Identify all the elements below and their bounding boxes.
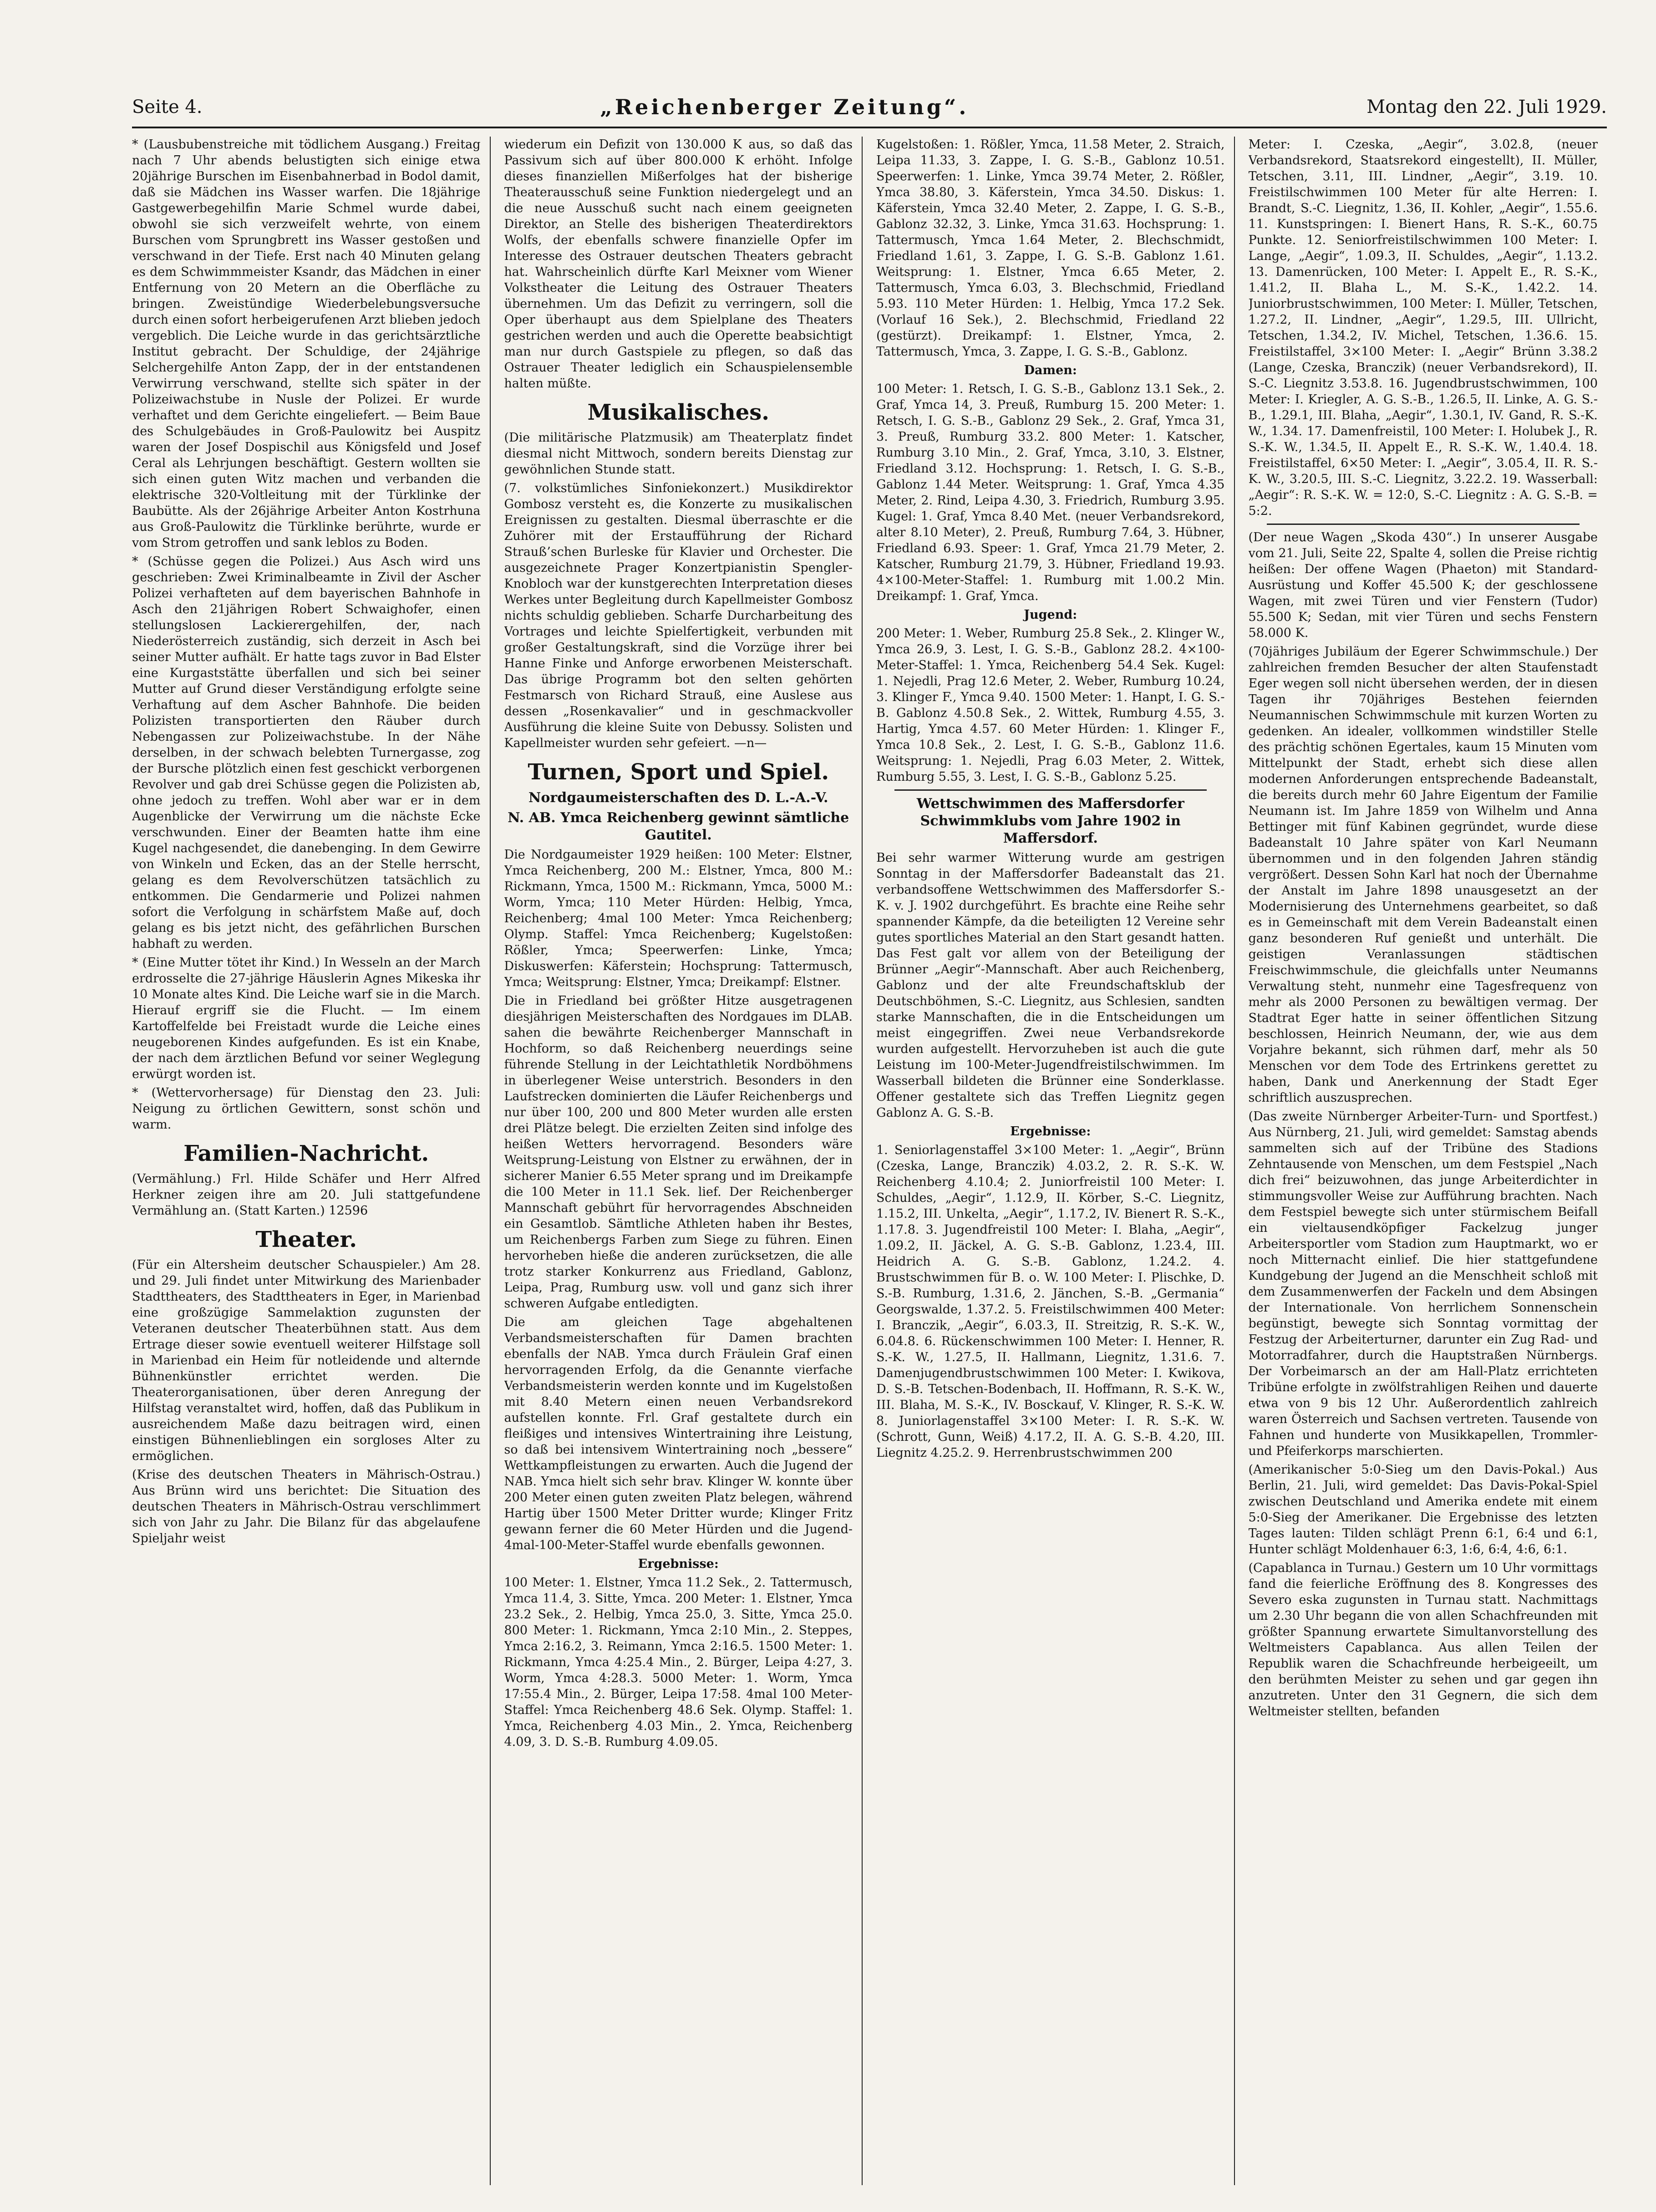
results-athletics: 100 Meter: 1. Elstner, Ymca 11.2 Sek., 2. Tattermusch, Ymca 11.4, 3. Sitte, Ymca. 200 Meter: 1. Elstner, Ymca 23.2 Sek., 2. Helbig, Ymca 25.0, 3. Sitte, Ymca 25.0. 800 Meter: 1. Rickmann, Ymca 2:10 Min., 2. Steppes, Ymca 2:16.2, 3. Reimann, Ymca 2:16.5. 1500 Meter: 1. Rickmann, Ymca 4:25.4 Min., 2. Bürger, Leipa 4:27, 3. Worm, Ymca 4:28.3. 5000 Meter: 1. Worm, Ymca 17:55.4 Min., 2. Bürger, Leipa 17:58. 4mal 100 Meter-Staffel: Ymca Reichenberg 48.6 Sek. Olymp. Staffel: 1. Ymca, Reichenberg 4.03 Min., 2. Ymca, Reichenberg 4.09, 3. D. S.-B. Rumburg 4.09.05. xyxy=(504,1576,853,1749)
column-4 xyxy=(1249,137,1607,2185)
results-schwimmen-cont: Meter: I. Czeska, „Aegir“, 3.02.8, (neuer Verbandsrekord, Staatsrekord eingestellt), II. Müller, Tetschen, 3.11, III. Lindner, „Aegir“, 3.19. 10. Freistilschwimmen 100 Meter für alte Herren: I. Brandt, S.-C. Liegnitz, 1.36, II. Kohler, „Aegir“, 1.55.6. 11. Kunstspringen: I. Bienert Hans, R. S.-K., 60.75 Punkte. 12. Seniorfreistilschwimmen 100 Meter: I. Lange, „Aegir“, 1.09.3, II. Schuldes, „Aegir“, 1.13.2. 13. Damenrücken, 100 Meter: I. Appelt E., R. S.-K., 1.41.2, II. Blaha L., M. S.-K., 1.42.2. 14. Juniorbrustschwimmen, 100 Meter: I. Müller, Tetschen, 1.27.2, II. Lindner, „Aegir“, 1.29.5, III. Ullricht, Tetschen, 1.34.2, IV. Michel, Tetschen, 1.36.6. 15. Freistilstaffel, 3×100 Meter: I. „Aegir“ Brünn 3.38.2 (Lange, Czeska, Branczik) (neuer Verbandsrekord), II. S.-C. Liegnitz 3.53.8. 16. Jugendbrustschwimmen, 100 Meter: I. Kriegler, A. G. S.-B., 1.26.5, II. Linke, A. G. S.-B., 1.29.1, III. Blaha, „Aegir“, 1.30.1, IV. Gand, R. S.-K. W., 1.34. 17. Damenfreistil, 100 Meter: I. Holubek J., R. S.-K. W., 1.34.5, II. Appelt E., R. S.-K. W., 1.40.4. 18. Freistilstaffel, 6×50 Meter: I. „Aegir“, 3.05.4, II. R. S.-K. W., 3.20.5, III. S.-C. Liegnitz, 3.22.2. 19. Wasserball: „Aegir“: R. S.-K. W. = 12:0, S.-C. Liegnitz : A. G. S.-B. = 5:2. xyxy=(1248,137,1598,518)
article-schuesse-polizei: * (Schüsse gegen die Polizei.) Aus Asch wird uns geschrieben: Zwei Kriminalbeamte in Zivil der Ascher Polizei verhafteten auf dem bayerischen Bahnhofe in Asch den 21jährigen Robert Schwaighofer, einen stellungslosen Lackierergehilfen, der, nach Niederösterreich zuständig, sich derzeit in Asch bei seiner Mutter aufhält. Er hatte tags zuvor in Bad Elster eine Kurgaststätte überfallen und sich bei seiner Mutter auf Grund dieser Verständigung erfolgte seine Verhaftung auf dem Ascher Bahnhofe. Die beiden Polizisten transportierten den Räuber durch Nebengassen zur Polizeiwachstube. In der Nähe derselben, in der schwach belebten Turnergasse, zog der Bursche plötzlich einen fest geschickt verborgenen Revolver und gab drei Schüsse gegen die Polizisten ab, ohne jedoch zu treffen. Wohl aber war er in dem Augenblicke der Verwirrung um die nächste Ecke verschwunden. Einer der Beamten hatte ihm eine Kugel nachgesendet, die danebenging. In dem Gewirre von Winkeln und Ecken, das an der Stelle herrscht, gelang es dem Revolverschützen tatsächlich zu entkommen. Die Gendarmerie und Polizei nahmen sofort die Verfolgung in schärfstem Maße auf, doch gelang es bis jetzt nicht, des gefährlichen Burschen habhaft zu werden. xyxy=(132,554,481,951)
section-heading-familien-nachricht: Familien-Nachricht. xyxy=(183,1141,429,1166)
subheading-nordgau: Nordgaumeisterschaften des D. L.-A.-V. xyxy=(528,790,828,806)
article-wettervorhersage: * (Wettervorhersage) für Dienstag den 23. Juli: Neigung zu örtlichen Gewittern, sonst schön und warm. xyxy=(132,1086,481,1132)
article-mutter-toetet-kind: * (Eine Mutter tötet ihr Kind.) In Wesseln an der March erdrosselte die 27-jährige Häuslerin Agnes Mikeska ihr 10 Monate altes Kind. Die Leiche warf sie in die March. Hierauf ergriff sie die Flucht. — Im einem Kartoffelfelde bei Freistadt wurde die Leiche eines neugeborenen Kindes aufgefunden. Es ist ein Knabe, der nach dem ärztlichen Befund vor seiner Weglegung erwürgt worden ist. xyxy=(132,956,481,1081)
divider xyxy=(894,789,1207,791)
subheading-ergebnisse: Ergebnisse: xyxy=(638,1557,719,1571)
subheading-ymca: N. AB. Ymca Reichenberg gewinnt sämtliche Gautitel. xyxy=(508,810,849,843)
article-nuernberg-sportfest: (Das zweite Nürnberger Arbeiter-Turn- und Sportfest.) Aus Nürnberg, 21. Juli, wird gemeldet: Samstag abends sammelten sich auf der Tribüne des Stadions Zehntausende von Menschen, um dem Festspiel „Nach dich frei“ beizuwohnen, das junge Arbeiterdichter in stimmungsvoller Weise zur Aufführung brachten. Nach dem Festspiel bewegte sich unter stürmischem Beifall ein vieltausendköpfiger Fackelzug junger Arbeitersportler vom Stadion zum Hauptmarkt, wo er noch Mitternacht einlief. Die hier stattgefundene Kundgebung der Jugend an die Menschheit schloß mit dem Zusammenwerfen der Fackeln und dem Absingen der Internationale. Von herrlichem Sonnenschein begünstigt, bewegte sich Sonntag vormittag der Festzug der Arbeiterturner, darunter ein Zug Rad- und Motorradfahrer, durch die Hauptstraßen Nürnbergs. Der Vorbeimarsch an der am Hall-Platz errichteten Tribüne erfolgte in zwölfstrahligen Reihen und dauerte etwa von 9 bis 12 Uhr. Außerordentlich zahlreich waren Österreich und Sachsen vertreten. Tausende von Fahnen und hunderte von Musikkapellen, Trommler- und Pfeiferkorps marschierten. xyxy=(1248,1109,1598,1458)
subheading-ergebnisse-schwimmen: Ergebnisse: xyxy=(1010,1124,1091,1139)
results-schwimmen: 1. Seniorlagenstaffel 3×100 Meter: 1. „Aegir“, Brünn (Czeska, Lange, Branczik) 4.03.2, 2. R. S.-K. W. Reichenberg 4.10.4; 2. Juniorfreistil 100 Meter: I. Schuldes, „Aegir“, 1.12.9, II. Körber, S.-C. Liegnitz, 1.15.2, III. Unkelta, „Aegir“, 1.17.2, IV. Bienert R. S.-K., 1.17.8. 3. Jugendfreistil 100 Meter: I. Blaha, „Aegir“, 1.09.2, II. Jäckel, A. G. S.-B. Gablonz, 1.23.4, III. Heidrich A. G. S.-B. Gablonz, 1.24.2. 4. Brustschwimmen für B. o. W. 100 Meter: I. Plischke, D. S.-B. Rumburg, 1.31.6, 2. Jänchen, S.-B. „Germania“ Georgswalde, 1.37.2. 5. Freistilschwimmen 400 Meter: I. Branczik, „Aegir“, 6.03.3, II. Streitzig, R. S.-K. W., 6.04.8. 6. Rückenschwimmen 100 Meter: I. Henner, R. S.-K. W., 1.27.5, II. Hallmann, Liegnitz, 1.31.6. 7. Damenjugendbrustschwimmen 100 Meter: I. Kwikova, D. S.-B. Tetschen-Bodenbach, II. Hoffmann, R. S.-K. W., III. Blaha, M. S.-K., IV. Bosckauf, V. Klinger, R. S.-K. W. 8. Juniorlagenstaffel 3×100 Meter: I. R. S.-K. W. (Schrott, Gunn, Weiß) 4.17.2, II. A. G. S.-B. 4.20, III. Liegnitz 4.25.2. 9. Herrenbrustschwimmen 200 xyxy=(876,1143,1225,1460)
subheading-jugend: Jugend: xyxy=(1024,608,1077,622)
article-sinfoniekonzert: (7. volkstümliches Sinfoniekonzert.) Musikdirektor Gombosz versteht es, die Konzerte zu musikalischen Ereignissen zu gestalten. Diesmal überraschte er die Zuhörer mit der Erstaufführung der Richard Strauß’schen Burleske für Klavier und Orchester. Die ausgezeichnete Prager Konzertpianistin Spengler-Knobloch war der kunstgerechten Interpretation dieses Werkes unter Begleitung durch Kapellmeister Gombosz nichts schuldig geblieben. Scharfe Durcharbeitung des Vortrages und leichte Spielfertigkeit, verbunden mit großer Gestaltungskraft, sind die Vorzüge ihrer bei Hanne Finke und Anforge erworbenen Meisterschaft. Das übrige Programm bot den selten gehörten Festmarsch von Richard Strauß, eine Auslese aus dessen „Rosenkavalier“ und in geschmackvoller Ausführung die kleine Suite von Debussy. Solisten und Kapellmeister wurden sehr gefeiert. —n— xyxy=(504,481,853,750)
notice-vermaehlung: (Vermählung.) Frl. Hilde Schäfer und Herr Alfred Herkner zeigen ihre am 20. Juli stattgefundene Vermählung an. (Statt Karten.) 12596 xyxy=(132,1172,481,1218)
section-heading-sport: Turnen, Sport und Spiel. xyxy=(528,759,829,785)
results-field: Kugelstoßen: 1. Rößler, Ymca, 11.58 Meter, 2. Straich, Leipa 11.33, 3. Zappe, I. G. S.-B., Gablonz 10.51. Speerwerfen: 1. Linke, Ymca 39.74 Meter, 2. Rößler, Ymca 38.80, 3. Käferstein, Ymca 34.50. Diskus: 1. Käferstein, Ymca 32.40 Meter, 2. Zappe, I. G. S.-B., Gablonz 32.32, 3. Linke, Ymca 31.63. Hochsprung: 1. Tattermusch, Ymca 1.64 Meter, 2. Blechschmidt, Friedland 1.61, 3. Zappe, I. G. S.-B. Gablonz 1.61. Weitsprung: 1. Elstner, Ymca 6.65 Meter, 2. Tattermusch, Ymca 6.03, 3. Blechschmid, Friedland 5.93. 110 Meter Hürden: 1. Helbig, Ymca 17.2 Sek. (Vorlauf 16 Sek.), 2. Blechschmid, Friedland 22 (gestürzt). Dreikampf: 1. Elstner, Ymca, 2. Tattermusch, Ymca, 3. Zappe, I. G. S.-B., Gablonz. xyxy=(876,137,1225,359)
heading-wettschwimmen: Wettschwimmen des Maffersdorfer Schwimmklubs vom Jahre 1902 in Maffersdorf. xyxy=(916,796,1184,846)
article-krise-theater: (Krise des deutschen Theaters in Mährisch-Ostrau.) Aus Brünn wird uns berichtet: Die Situation des deutschen Theaters in Mährisch-Ostrau verschlimmert sich von Jahr zu Jahr. Die Bilanz für das abgelaufene Spieljahr weist xyxy=(132,1468,481,1546)
page-header xyxy=(132,91,1607,128)
article-columns xyxy=(132,137,1607,2185)
column-3 xyxy=(876,137,1235,2185)
article-egerer-schwimmschule: (70jähriges Jubiläum der Egerer Schwimmschule.) Der zahlreichen fremden Besucher der alten Staufenstadt Eger wegen soll nicht übersehen werden, der in diesen Tagen ihr 70jähriges Bestehen feiernden Neumannischen Schwimmschule mit kurzen Worten zu gedenken. An idealer, vollkommen windstiller Stelle des prächtig schönen Egertales, kaum 15 Minuten vom Mittelpunkt der Stadt, erhebt sich diese allen modernen Anforderungen entsprechende Badeanstalt, die bereits durch mehr 60 Jahre Eigentum der Familie Neumann ist. Im Jahre 1859 von Wilhelm und Anna Bettinger mit fünf Kabinen gegründet, wurde diese Badeanstalt 10 Jahre später von Karl Neumann übernommen und in den folgenden Jahren ständig vergrößert. Dessen Sohn Karl hat noch der Übernahme der Anstalt im Jahre 1898 unausgesetzt an der Modernisierung des Unternehmens gearbeitet, so daß es in Gemeinschaft mit dem Verein Badeanstalt einen ganz besonderen Ruf genießt und unterhält. Die geistigen Veranlassungen städtischen Freischwimmschule, die gleichfalls unter Neumanns Verwaltung steht, nunmehr eine Tagesfrequenz von mehr als 2000 Personen zu bewältigen vermag. Der Stadtrat Eger hatte in seiner öffentlichen Sitzung beschlossen, Heinrich Neumann, der, wie aus dem Vorjahre bekannt, sich rühmen darf, mehr als 50 Menschen vor dem Tode des Ertrinkens gerettet zu haben, Dank und Anerkennung der Stadt Eger schriftlich auszusprechen. xyxy=(1248,645,1598,1105)
divider xyxy=(1267,524,1580,525)
column-2 xyxy=(504,137,863,2185)
page-number: Seite 4. xyxy=(132,97,203,117)
article-davis-pokal: (Amerikanischer 5:0-Sieg um den Davis-Pokal.) Aus Berlin, 21. Juli, wird gemeldet: Das Davis-Pokal-Spiel zwischen Deutschland und Amerika endete mit einem 5:0-Sieg der Amerikaner. Die Ergebnisse des letzten Tages lauten: Tilden schlägt Prenn 6:1, 6:4 und 6:1, Hunter schlägt Moldenhauer 6:3, 1:6, 6:4, 4:6, 6:1. xyxy=(1248,1463,1598,1556)
article-friedland: Die in Friedland bei größter Hitze ausgetragenen diesjährigen Meisterschaften des Nordgaues im DLAB. sahen die bewährte Reichenberger Mannschaft in Hochform, so daß Reichenberg neuerdings seine führende Stellung in der Leichtathletik Nordböhmens in überlegener Weise unterstrich. Besonders in den Laufstrecken dominierten die Läufer Reichenbergs und nur über 100, 200 und 800 Meter wurden alle ersten drei Plätze belegt. Die erzielten Zeiten sind infolge des heißen Wetters hervorragend. Besonders wäre Weitsprung-Leistung von Elstner zu erwähnen, der in sicherer Manier 6.55 Meter sprang und im Dreikampfe die 100 Meter in 11.1 Sek. lief. Der Reichenberger Mannschaft gebührt für hervorragendes Abschneiden ein Gesamtlob. Sämtliche Athleten haben ihr Bestes, um Reichenbergs Farben zum Siege zu führen. Einen hervorheben hieße die anderen zurücksetzen, die alle trotz starker Konkurrenz aus Friedland, Gablonz, Leipa, Prag, Rumburg usw. voll und ganz sich ihrer schweren Aufgabe entledigten. xyxy=(504,994,853,1311)
subheading-damen: Damen: xyxy=(1024,363,1077,377)
article-platzmusik: (Die militärische Platzmusik) am Theaterplatz findet diesmal nicht Mittwoch, sondern bereits Dienstag zur gewöhnlichen Stunde statt. xyxy=(504,431,853,477)
article-altersheim: (Für ein Altersheim deutscher Schauspieler.) Am 28. und 29. Juli findet unter Mitwirkung des Marienbader Stadttheaters, des Stadttheaters in Eger, in Marienbad eine großzügige Sammelaktion zugunsten der Veteranen deutscher Theaterbühnen statt. Aus dem Ertrage dieser sowie eventuell weiterer Hilfstage soll in Marienbad ein Heim für notleidende und alternde Bühnenkünstler errichtet werden. Die Theaterorganisationen, über deren Anregung der Hilfstag veranstaltet wird, hoffen, daß das Publikum in ausreichendem Maße dazu beitragen wird, einen einstigen Bühnenlieblingen ein sorgloses Alter zu ermöglichen. xyxy=(132,1258,481,1463)
section-heading-theater: Theater. xyxy=(255,1227,357,1252)
masthead: „Reichenberger Zeitung“. xyxy=(600,95,969,119)
article-nordgaumeister: Die Nordgaumeister 1929 heißen: 100 Meter: Elstner, Ymca Reichenberg, 200 M.: Elstner, Ymca, 800 M.: Rickmann, Ymca, 1500 M.: Rickmann, Ymca, 5000 M.: Worm, Ymca; 110 Meter Hürden: Helbig, Ymca, Reichenberg; 4mal 100 Meter: Ymca Reichenberg; Olymp. Staffel: Ymca Reichenberg; Kugelstoßen: Rößler, Ymca; Speerwerfen: Linke, Ymca; Diskuswerfen: Käferstein; Hochsprung: Tattermusch, Ymca; Weitsprung: Elstner, Ymca; Dreikampf: Elstner. xyxy=(504,848,853,989)
article-lausbubenstreiche: * (Lausbubenstreiche mit tödlichem Ausgang.) Freitag nach 7 Uhr abends belustigten sich einige etwa 20jährige Burschen im Eisenbahnerbad in Bodol damit, daß sie Mädchen ins Wasser warfen. Die 18jährige Gastgewerbegehilfin Marie Schmel wurde dabei, obwohl sie sich verzweifelt wehrte, von einem Burschen vom Sprungbrett ins Wasser gestoßen und verschwand in der Tiefe. Erst nach 40 Minuten gelang es dem Schwimmmeister Ksandr, das Mädchen in einer Entfernung von 20 Metern an die Oberfläche zu bringen. Zweistündige Wiederbelebungsversuche durch einen sofort herbeigerufenen Arzt blieben jedoch vergeblich. Die Leiche wurde in das gerichtsärztliche Institut gebracht. Der Schuldige, der 24jährige Selchergehilfe Anton Zapp, der in der entstandenen Verwirrung verschwand, stellte sich später in der Polizeiwachstube in Nusle der Polizei. Er wurde verhaftet und dem Gerichte eingeliefert. — Beim Baue des Schulgebäudes in Groß-Paulowitz bei Auspitz waren der Josef Dospischil aus Königsfeld und Josef Ceral als Lehrjungen beschäftigt. Gestern wollten sie sich einen guten Witz machen und verbanden die elektrische 320-Voltleitung mit der Türklinke der Baubütte. Als der 26jährige Arbeiter Anton Kostrhuna aus Groß-Paulowitz die Türklinke berührte, wurde er vom Strom getroffen und sank leblos zu Boden. xyxy=(132,137,481,550)
results-damen: 100 Meter: 1. Retsch, I. G. S.-B., Gablonz 13.1 Sek., 2. Graf, Ymca 14, 3. Preuß, Rumburg 15. 200 Meter: 1. Retsch, I. G. S.-B., Gablonz 29 Sek., 2. Graf, Ymca 31, 3. Preuß, Rumburg 33.2. 800 Meter: 1. Katscher, Rumburg 3.10 Min., 2. Graf, Ymca, 3.10, 3. Elstner, Friedland 3.12. Hochsprung: 1. Retsch, I. G. S.-B., Gablonz 1.44 Meter. Weitsprung: 1. Graf, Ymca 4.35 Meter, 2. Rind, Leipa 4.30, 3. Friedrich, Rumburg 3.95. Kugel: 1. Graf, Ymca 8.40 Met. (neuer Verbandsrekord, alter 8.10 Meter), 2. Preuß, Rumburg 7.64, 3. Hübner, Friedland 6.93. Speer: 1. Graf, Ymca 21.79 Meter, 2. Katscher, Rumburg 21.79, 3. Hübner, Friedland 19.93. 4×100-Meter-Staffel: 1. Rumburg mit 1.00.2 Min. Dreikampf: 1. Graf, Ymca. xyxy=(876,382,1225,603)
results-jugend: 200 Meter: 1. Weber, Rumburg 25.8 Sek., 2. Klinger W., Ymca 26.9, 3. Lest, I. G. S.-B., Gablonz 28.2. 4×100-Meter-Staffel: 1. Ymca, Reichenberg 54.4 Sek. Kugel: 1. Nejedli, Prag 12.6 Meter, 2. Weber, Rumburg 10.24, 3. Klinger F., Ymca 9.40. 1500 Meter: 1. Hanpt, I. G. S.-B. Gablonz 4.50.8 Sek., 2. Wittek, Rumburg 4.55, 3. Hartig, Ymca 4.57. 60 Meter Hürden: 1. Klinger F., Ymca 10.8 Sek., 2. Lest, I. G. S.-B., Gablonz 11.6. Weitsprung: 1. Nejedli, Prag 6.03 Meter, 2. Wittek, Rumburg 5.55, 3. Lest, I. G. S.-B., Gablonz 5.25. xyxy=(876,626,1225,784)
article-damen: Die am gleichen Tage abgehaltenen Verbandsmeisterschaften für Damen brachten ebenfalls der NAB. Ymca durch Fräulein Graf einen hervorragenden Erfolg, da die Genannte vierfache Verbandsmeisterin werden konnte und im Kugelstoßen mit 8.40 Metern einen neuen Verbandsrekord aufstellen konnte. Frl. Graf gestaltete durch ein fleißiges und intensives Wintertraining ihre Leistung, so daß bei intensivem Wintertraining noch „bessere“ Wettkampfleistungen zu erwarten. Auch die Jugend der NAB. Ymca hielt sich sehr brav. Klinger W. konnte über 200 Meter einen guten zweiten Platz belegen, während Hartig über 1500 Meter Dritter wurde; Klinger Fritz gewann ferner die 60 Meter Hürden und die Jugend-4mal-100-Meter-Staffel wurde ebenfalls gewonnen. xyxy=(504,1315,853,1552)
article-krise-theater-cont: wiederum ein Defizit von 130.000 K aus, so daß das Passivum sich auf über 800.000 K erhöht. Infolge dieses finanziellen Mißerfolges hat der bisherige Theaterausschuß seine Funktion niedergelegt und an die neue Ausschuß sucht nach einem geeigneten Direktor, an Stelle des bisherigen Theaterdirektors Wolfs, der ebenfalls schwere finanzielle Opfer im Interesse des Ostrauer deutschen Theaters gebracht hat. Wahrscheinlich dürfte Karl Meixner vom Wiener Volkstheater die Leitung des Ostrauer Theaters übernehmen. Um das Defizit zu verringern, soll die Oper überhaupt aus dem Spielplane des Theaters gestrichen werden und auch die Operette beabsichtigt man nur durch Gastspiele zu pflegen, so daß das Ostrauer Theater lediglich ein Schauspielensemble halten müßte. xyxy=(504,137,853,391)
section-heading-musikalisches: Musikalisches. xyxy=(587,400,770,425)
article-capablanca: (Capablanca in Turnau.) Gestern um 10 Uhr vormittags fand die feierliche Eröffnung des 8. Kongresses des Severo eska zugunsten in Turnau statt. Nachmittags um 2.30 Uhr begann die von allen Schachfreunden mit größter Spannung erwartete Simultanvorstellung des Weltmeisters Capablanca. Aus allen Teilen der Republik waren die Schachfreunde herbeigeeilt, um den berühmten Meister zu sehen und gar gegen ihn anzutreten. Unter den 31 Gegnern, die sich dem Weltmeister stellten, befanden xyxy=(1248,1561,1598,1719)
article-skoda: (Der neue Wagen „Skoda 430“.) In unserer Ausgabe vom 21. Juli, Seite 22, Spalte 4, sollen die Preise richtig heißen: Der offene Wagen (Phaeton) mit Standard-Ausrüstung und Koffer 45.500 K; der geschlossene Wagen, mit zwei Türen und vier Fenstern (Tudor) 55.500 K; Sedan, mit vier Türen und sechs Fenstern 58.000 K. xyxy=(1248,530,1598,640)
column-1 xyxy=(132,137,491,2185)
issue-date: Montag den 22. Juli 1929. xyxy=(1366,97,1607,117)
article-wettschwimmen: Bei sehr warmer Witterung wurde am gestrigen Sonntag in der Maffersdorfer Badeanstalt das 21. verbandsoffene Wettschwimmen des Maffersdorfer S.-K. v. J. 1902 durchgeführt. Es brachte eine Reihe sehr spannender Kämpfe, da die beteiligten 12 Vereine sehr gutes sportliches Material an den Start gesandt hatten. Das Fest galt vor allem von der Beteiligung der Brünner „Aegir“-Mannschaft. Aber auch Reichenberg, Gablonz und der alte Freundschaftsklub der Deutschböhmen, S.-C. Liegnitz, aus Schlesien, sandten starke Mannschaften, die in die Entscheidungen um meist eingegriffen. Zwei neue Verbandsrekorde wurden aufgestellt. Hervorzuheben ist auch die gute Leistung im 100-Meter-Jugendfreistilschwimmen. Im Wasserball bildeten die Brünner eine Sonderklasse. Offener gestaltete sich das Treffen Liegnitz gegen Gablonz A. G. S.-B. xyxy=(876,851,1225,1120)
